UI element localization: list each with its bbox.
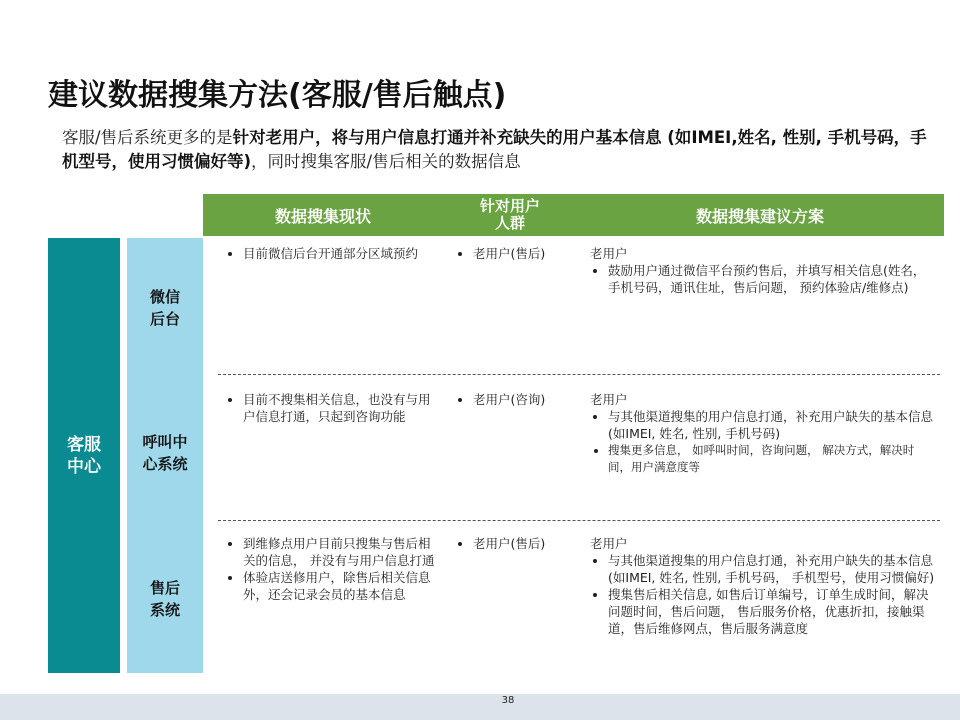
page-title: 建议数据搜集方法(客服/售后触点) bbox=[48, 78, 507, 113]
row3-status-cell bbox=[225, 535, 440, 603]
list-item: • 老用户(售后) bbox=[473, 535, 577, 552]
row1-target-cell bbox=[455, 245, 577, 262]
channel-after-sales bbox=[127, 577, 203, 621]
row3-target-cell bbox=[455, 535, 577, 552]
page-subtitle bbox=[62, 126, 932, 174]
channel-line2: 后台 bbox=[149, 310, 180, 328]
service-center-label bbox=[48, 238, 120, 673]
channel-line1: 售后 bbox=[149, 579, 180, 597]
page-number: 38 bbox=[501, 695, 515, 706]
channel-line2: 系统 bbox=[149, 601, 180, 619]
header-plan: 数据搜集建议方案 bbox=[695, 206, 824, 226]
row2-status-cell bbox=[225, 391, 440, 425]
subtitle-suffix: ，同时搜集客服/售后相关的数据信息 bbox=[251, 152, 521, 171]
list-item: • 搜集更多信息， 如呼叫时间，咨询问题， 解决方式，解决时间，用户满意度等 bbox=[608, 442, 936, 476]
header-status: 数据搜集现状 bbox=[274, 206, 371, 226]
list-item: • 搜集售后相关信息, 如售后订单编号，订单生成时间，解决问题时间，售后问题， 售后服务价格，优惠折扣，接触渠道，售后维修网点，售后服务满意度 bbox=[608, 586, 936, 637]
row2-plan-cell bbox=[590, 391, 936, 476]
header-target-line2: 人群 bbox=[494, 214, 525, 232]
list-item: • 目前不搜集相关信息，也没有与用户信息打通，只起到咨询功能 bbox=[243, 391, 440, 425]
row1-plan-cell bbox=[590, 245, 936, 296]
plan-lead: 老用户 bbox=[590, 536, 628, 551]
channel-call-center bbox=[127, 431, 203, 475]
plan-lead: 老用户 bbox=[590, 246, 628, 261]
list-item: • 到维修点用户目前只搜集与售后相关的信息， 并没有与用户信息打通 bbox=[243, 535, 440, 569]
header-target bbox=[450, 194, 570, 236]
list-item: • 鼓励用户通过微信平台预约售后，并填写相关信息(姓名，手机号码，通讯住址，售后问题， 预约体验店/维修点) bbox=[608, 262, 936, 296]
plan-lead: 老用户 bbox=[590, 392, 628, 407]
list-item: • 与其他渠道搜集的用户信息打通，补充用户缺失的基本信息(如IMEI, 姓名, 性别, 手机号码) bbox=[608, 408, 936, 442]
list-item: • 目前微信后台开通部分区域预约 bbox=[243, 245, 440, 262]
row-divider bbox=[218, 374, 940, 375]
list-item: • 老用户(售后) bbox=[473, 245, 577, 262]
row-divider bbox=[218, 520, 940, 521]
center-line2: 中心 bbox=[67, 456, 101, 477]
channel-wechat-backend bbox=[127, 286, 203, 330]
channel-line1: 呼叫中 bbox=[142, 433, 188, 451]
row2-target-cell bbox=[455, 391, 577, 408]
list-item: • 与其他渠道搜集的用户信息打通，补充用户缺失的基本信息(如IMEI, 姓名, 性别, 手机号码， 手机型号，使用习惯偏好) bbox=[608, 552, 936, 586]
row3-plan-cell bbox=[590, 535, 936, 637]
list-item: • 老用户(咨询) bbox=[473, 391, 577, 408]
center-line1: 客服 bbox=[67, 434, 101, 455]
channel-line2: 心系统 bbox=[142, 455, 188, 473]
channel-line1: 微信 bbox=[149, 288, 180, 306]
list-item: • 体验店送修用户，除售后相关信息外，还会记录会员的基本信息 bbox=[243, 569, 440, 603]
subtitle-prefix: 客服/售后系统更多的是 bbox=[62, 128, 233, 147]
header-target-line1: 针对用户 bbox=[479, 197, 540, 215]
subtitle-bold: 针对老用户，将与用户信息打通并补充缺失的用户基本信息 (如IMEI,姓名, 性别, 手机号码，手机型号，使用习惯偏好等) bbox=[62, 128, 927, 171]
row1-status-cell bbox=[225, 245, 440, 262]
